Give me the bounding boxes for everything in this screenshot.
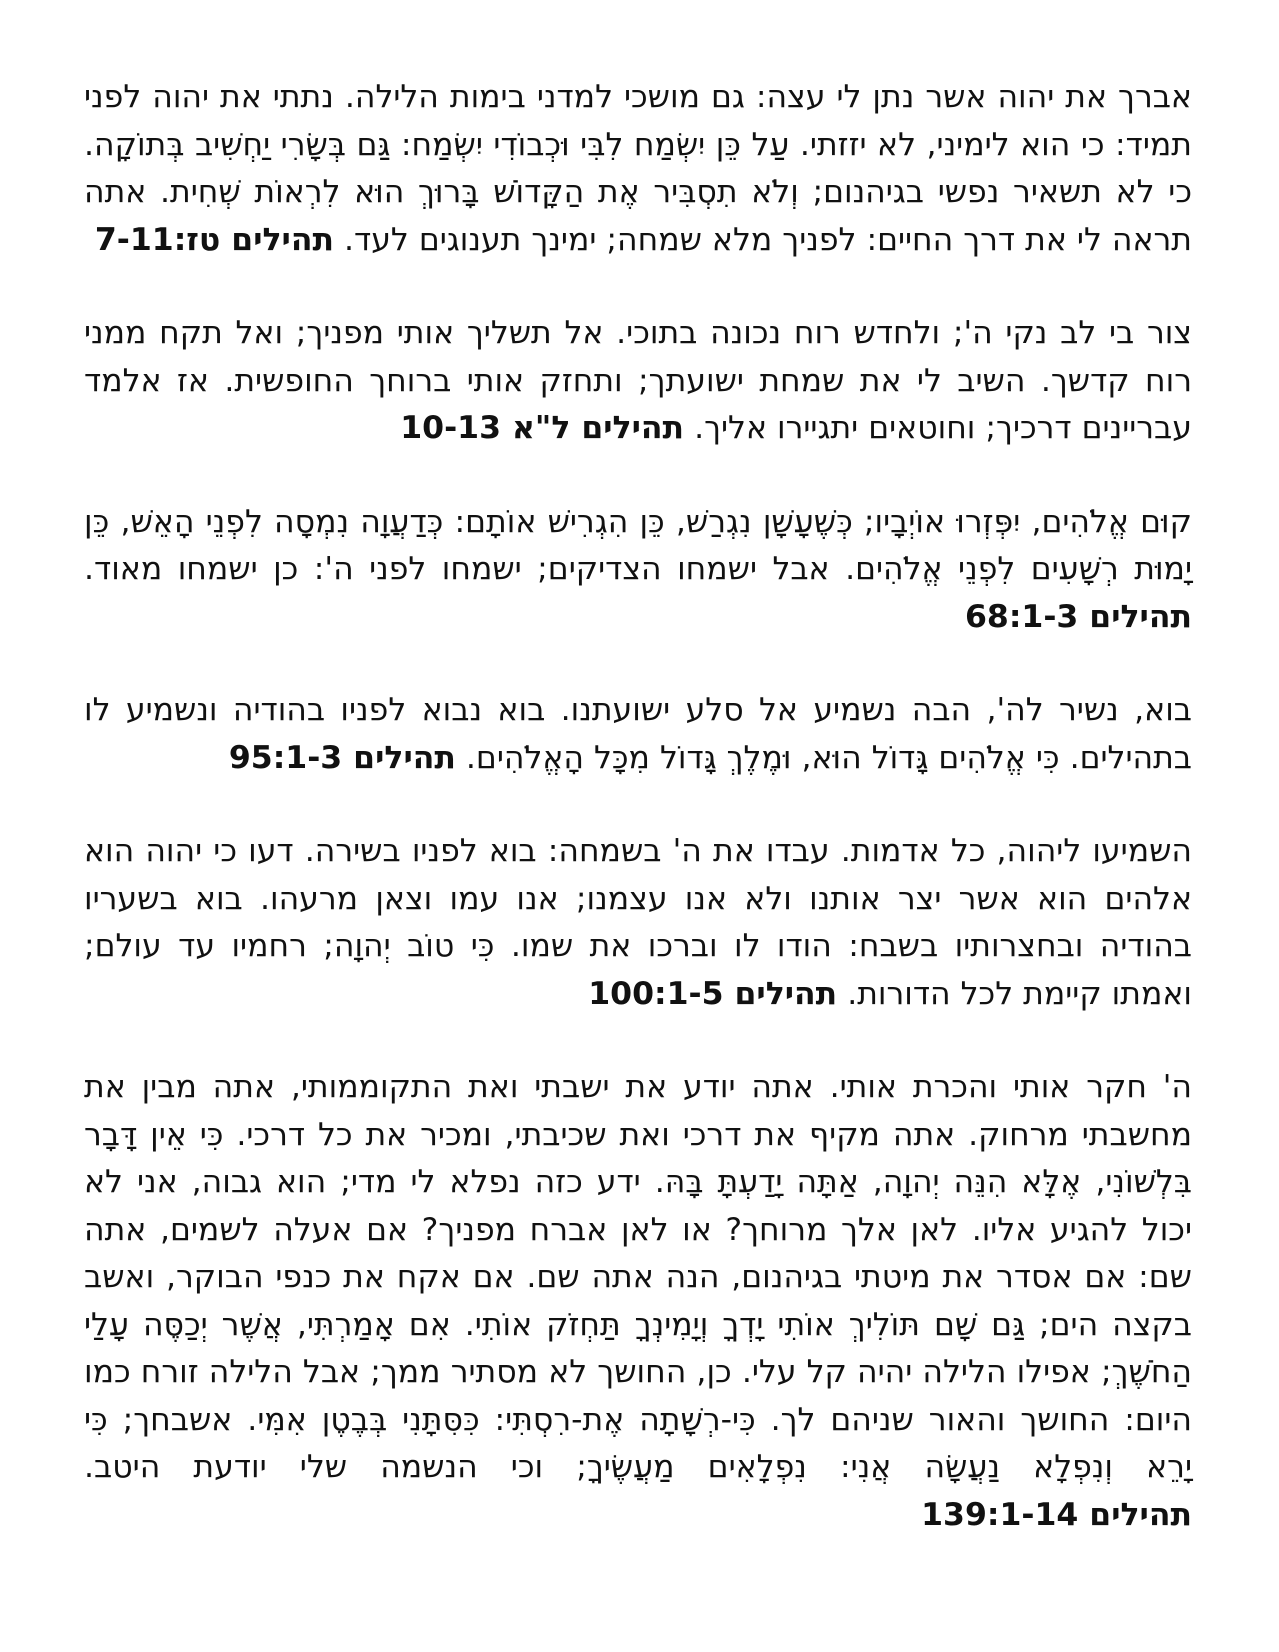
scripture-reference: תהילים טז:7-11 — [94, 221, 334, 258]
passage-text: צור בי לב נקי ה'; ולחדש רוח נכונה בתוכי. אל תשליך אותי מפניך; ואל תקח ממני רוח קדשך. השיב לי את שמחת ישועתך; ותחזק אותי ברוחך החופשית. אז אלמד עבריינים דרכיך; וחוטאים יתגיירו אליך. — [84, 315, 1192, 446]
passage-psalm-95 — [84, 687, 1192, 782]
passage-psalm-68 — [84, 499, 1192, 642]
passage-psalm-51 — [84, 310, 1192, 453]
passage-psalm-16 — [84, 74, 1192, 264]
passage-text: קוּם אֱלֹהִים, יִפְּזְרוּ אוֹיְבָיו; כְּשֶׁעָשָׁן נִגְרַשׁ, כֵּן הִגְרִישׁ אוֹתָם: כְּדַעֲוָה נִמְסָה לִפְנֵי הָאֵשׁ, כֵּן יָמוּת רְשָׁעִים לִפְנֵי אֱלֹהִים. אבל ישמחו הצדיקים; ישמחו לפני ה': כן ישמחו מאוד. — [84, 503, 1192, 587]
passage-text: בוא, נשיר לה', הבה נשמיע אל סלע ישועתנו. בוא נבוא לפניו בהודיה ונשמיע לו בתהילים. כִּי אֱלֹהִים גָּדוֹל הוּא, וּמֶלֶךְ גָּדוֹל מִכָּל הָאֱלֹהִים. — [84, 692, 1192, 776]
passage-text: ה' חקר אותי והכרת אותי. אתה יודע את ישבתי ואת התקוממותי, אתה מבין את מחשבתי מרחוק. אתה מקיף את דרכי ואת שכיבתי, ומכיר את כל דרכי. כִּי אֵין דָּבָר בִּלְשׁוֹנִי, אֶלָּא הִנֵּה יְהוָה, אַתָּה יָדַעְתָּ בָּהּ. ידע כזה נפלא לי מדי; הוא גבוה, אני לא יכול להגיע אליו. לאן אלך מרוחך? או לאן אברח מפניך? אם אעלה לשמים, אתה שם: אם אסדר את מיטתי בגיהנום, הנה אתה שם. אם אקח את כנפי הבוקר, ואשב בקצה הים; גַּם שָׁם תּוֹלִיךְ אוֹתִי יָדְךָ וְיָמִינְךָ תַּחְזֹק אוֹתִי. אִם אָמַרְתִּי, אֲשֶׁר יְכַסֶּה עָלַי הַחֹשֶׁךְ; אפילו הלילה יהיה קל עלי. כן, החושך לא מסתיר ממך; אבל הלילה זורח כמו היום: החושך והאור שניהם לך. כִּי-רְשָׁתָה אֶת-רִסְתִּי: כִּסִּתָּנִי בְּבֶטֶן אִמִּי. אשבחך; כִּי יָרֵא וְנִפְלָא נַעֲשָׂה אֲנִי: נִפְלָאִים מַעֲשֶׂיךָ; וכי הנשמה שלי יודעת היטב. — [84, 1069, 1192, 1485]
scripture-reference: תהילים 139:1-14 — [921, 1496, 1192, 1533]
scripture-reference: תהילים 100:1-5 — [588, 975, 838, 1012]
scripture-reference: תהילים ל"א 10-13 — [400, 410, 685, 446]
passage-psalm-100 — [84, 828, 1192, 1018]
passage-text: אברך את יהוה אשר נתן לי עצה: גם מושכי למדני בימות הלילה. נתתי את יהוה לפני תמיד: כי הוא לימיני, לא יזזתי. עַל כֵּן יִשְׂמַח לִבִּי וּכְבוֹדִי יִשְׂמַח: גַּם בְּשָׂרִי יַחְשִׁיב בְּתוֹקָה. כי לא תשאיר נפשי בגיהנום; וְלֹא תִסְבִּיר אֶת הַקָּדוֹשׁ בָּרוּךְ הוּא לִרְאוֹת שְׁחִית. אתה תראה לי את דרך החיים: לפניך מלא שמחה; ימינך תענוגים לעד. — [84, 79, 1192, 258]
passage-text: השמיעו ליהוה, כל אדמות. עבדו את ה' בשמחה: בוא לפניו בשירה. דעו כי יהוה הוא אלהים הוא אשר יצר אותנו ולא אנו עצמנו; אנו עמו וצאן מרעהו. בוא בשעריו בהודיה ובחצרותיו בשבח: הודו לו וברכו את שמו. כִּי טוֹב יְהוָה; רחמיו עד עולם; ואמתו קיימת לכל הדורות. — [84, 833, 1192, 1012]
document-page — [84, 74, 1192, 1539]
scripture-reference: תהילים 95:1-3 — [228, 739, 456, 776]
passage-psalm-139 — [84, 1064, 1192, 1539]
scripture-reference: תהילים 68:1-3 — [964, 598, 1192, 635]
